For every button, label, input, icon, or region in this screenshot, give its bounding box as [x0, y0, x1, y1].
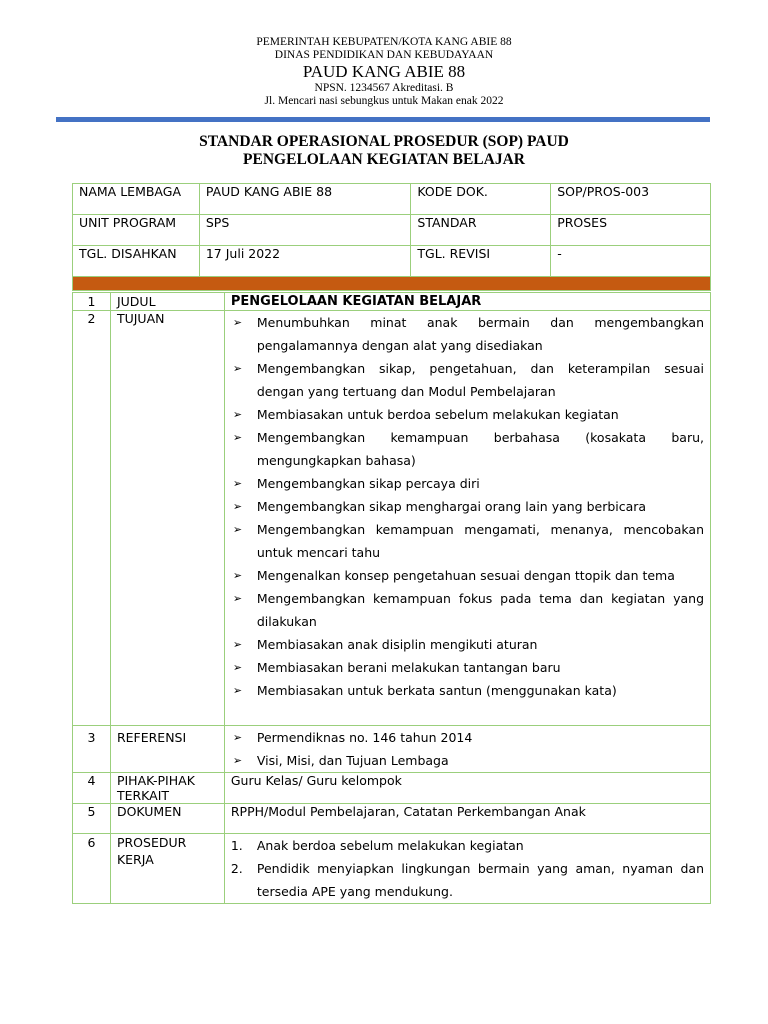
- list-item: [231, 834, 704, 857]
- row-number: 6: [73, 834, 111, 904]
- metadata-table: [72, 183, 711, 291]
- tujuan-cell: [224, 311, 710, 726]
- meta-row: [73, 184, 711, 215]
- row-label: JUDUL: [110, 293, 224, 311]
- row-number: 2: [73, 311, 111, 726]
- list-item: ➢ Membiasakan untuk berdoa sebelum melakukan kegiatan: [231, 403, 704, 426]
- row-number: 3: [73, 726, 111, 773]
- meta-label: TGL. DISAHKAN: [73, 246, 200, 277]
- list-item: ➢ Membiasakan anak disiplin mengikuti aturan: [231, 633, 704, 656]
- row-number: 1: [73, 293, 111, 311]
- row-pihak-terkait: [73, 773, 711, 804]
- letterhead: [0, 36, 768, 108]
- row-tujuan: [73, 311, 711, 726]
- prosedur-list: [231, 834, 704, 903]
- meta-value: -: [551, 246, 711, 277]
- letterhead-school-name: PAUD KANG ABIE 88: [302, 62, 466, 81]
- title-line-1: STANDAR OPERASIONAL PROSEDUR (SOP) PAUD: [199, 133, 569, 150]
- list-item: ➢ Mengembangkan sikap menghargai orang lain yang berbicara: [231, 495, 704, 518]
- list-item: [231, 857, 704, 903]
- letterhead-department: DINAS PENDIDIKAN DAN KEBUDAYAAN: [274, 49, 494, 61]
- tujuan-list: [231, 311, 704, 702]
- meta-label: UNIT PROGRAM: [73, 215, 200, 246]
- item-text: Pendidik menyiapkan lingkungan bermain yang aman, nyaman dan tersedia APE yang mendukung.: [256, 861, 704, 899]
- meta-value: 17 Juli 2022: [199, 246, 411, 277]
- referensi-cell: [224, 726, 710, 773]
- list-item: ➢ Mengembangkan kemampuan fokus pada tema dan kegiatan yang dilakukan: [231, 587, 704, 633]
- meta-label: STANDAR: [411, 215, 551, 246]
- row-label: TUJUAN: [110, 311, 224, 726]
- row-judul: [73, 293, 711, 311]
- row-label: REFERENSI: [110, 726, 224, 773]
- item-number: 2.: [230, 861, 243, 876]
- row-prosedur-kerja: [73, 834, 711, 904]
- row-dokumen: [73, 804, 711, 834]
- document-title: [0, 133, 768, 169]
- prosedur-cell: [224, 834, 710, 904]
- letterhead-npsn: NPSN. 1234567 Akreditasi. B: [314, 82, 454, 94]
- list-item: ➢ Visi, Misi, dan Tujuan Lembaga: [231, 749, 704, 772]
- orange-separator: [73, 277, 711, 291]
- row-label: PIHAK-PIHAK TERKAIT: [110, 773, 224, 804]
- meta-label: KODE DOK.: [411, 184, 551, 215]
- orange-separator-row: [73, 277, 711, 291]
- letterhead-address: Jl. Mencari nasi sebungkus untuk Makan enak 2022: [264, 95, 504, 107]
- list-item: ➢ Membiasakan berani melakukan tantangan baru: [231, 656, 704, 679]
- row-label: PROSEDUR KERJA: [110, 834, 224, 904]
- row-number: 5: [73, 804, 111, 834]
- item-text: Anak berdoa sebelum melakukan kegiatan: [256, 838, 524, 853]
- row-number: 4: [73, 773, 111, 804]
- meta-row: [73, 215, 711, 246]
- meta-value: SOP/PROS-003: [551, 184, 711, 215]
- sop-content-table: [72, 292, 711, 904]
- list-item: ➢ Permendiknas no. 146 tahun 2014: [231, 726, 704, 749]
- row-label: DOKUMEN: [110, 804, 224, 834]
- row-referensi: [73, 726, 711, 773]
- list-item: ➢ Mengembangkan kemampuan mengamati, menanya, mencobakan untuk mencari tahu: [231, 518, 704, 564]
- list-item: ➢ Mengembangkan sikap, pengetahuan, dan keterampilan sesuai dengan yang tertuang dan Modul Pembelajaran: [231, 357, 704, 403]
- dokumen-value: RPPH/Modul Pembelajaran, Catatan Perkembangan Anak: [224, 804, 710, 834]
- list-item: ➢ Menumbuhkan minat anak bermain dan mengembangkan pengalamannya dengan alat yang disediakan: [231, 311, 704, 357]
- meta-label: TGL. REVISI: [411, 246, 551, 277]
- meta-value: PROSES: [551, 215, 711, 246]
- list-item: ➢ Mengembangkan sikap percaya diri: [231, 472, 704, 495]
- list-item: ➢ Mengenalkan konsep pengetahuan sesuai dengan ttopik dan tema: [231, 564, 704, 587]
- judul-value: PENGELOLAAN KEGIATAN BELAJAR: [224, 293, 710, 311]
- meta-value: SPS: [199, 215, 411, 246]
- meta-label: NAMA LEMBAGA: [73, 184, 200, 215]
- pihak-value: Guru Kelas/ Guru kelompok: [224, 773, 710, 804]
- letterhead-government: PEMERINTAH KEBUPATEN/KOTA KANG ABIE 88: [256, 36, 512, 48]
- meta-row: [73, 246, 711, 277]
- list-item: ➢ Membiasakan untuk berkata santun (menggunakan kata): [231, 679, 704, 702]
- meta-value: PAUD KANG ABIE 88: [199, 184, 411, 215]
- header-divider: [56, 117, 710, 122]
- title-line-2: PENGELOLAAN KEGIATAN BELAJAR: [243, 151, 525, 168]
- referensi-list: [231, 726, 704, 772]
- item-number: 1.: [230, 838, 243, 853]
- list-item: ➢ Mengembangkan kemampuan berbahasa (kosakata baru, mengungkapkan bahasa): [231, 426, 704, 472]
